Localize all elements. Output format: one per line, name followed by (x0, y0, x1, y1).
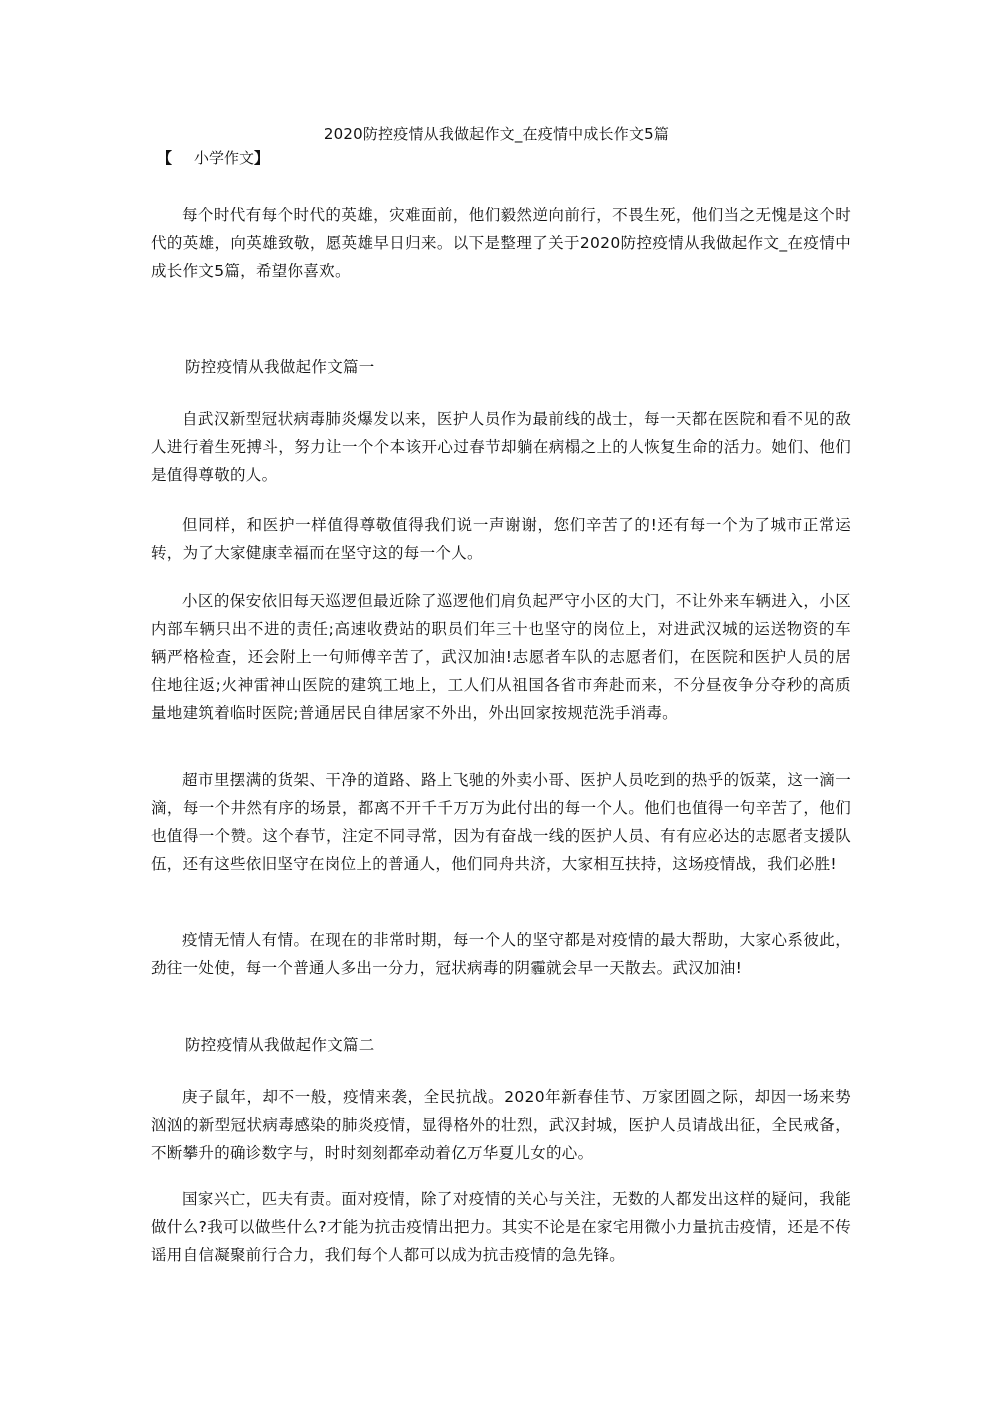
section2-paragraph-2: 国家兴亡，匹夫有责。面对疫情，除了对疫情的关心与关注，无数的人都发出这样的疑问，我能做什么?我可以做些什么?才能为抗击疫情出把力。其实不论是在家宅用微小力量抗击疫情，还是不传谣用自信凝聚前行合力，我们每个人都可以成为抗击疫情的急先锋。 (151, 1190, 851, 1264)
category-label: 小学作文 (194, 149, 255, 167)
category-tag (157, 147, 269, 169)
category-open-bracket: 【 (157, 149, 173, 167)
section1-paragraph-5: 疫情无情人有情。在现在的非常时期，每一个人的坚守都是对疫情的最大帮助，大家心系彼此，劲往一处使，每一个普通人多出一分力，冠状病毒的阴霾就会早一天散去。武汉加油! (151, 931, 851, 977)
category-close-bracket: 】 (254, 149, 270, 167)
intro-paragraph: 每个时代有每个时代的英雄，灾难面前，他们毅然逆向前行，不畏生死，他们当之无愧是这个时代的英雄，向英雄致敬，愿英雄早日归来。以下是整理了关于2020防控疫情从我做起作文_在疫情中成长作文5篇，希望你喜欢。 (151, 206, 851, 280)
section1-paragraph-4: 超市里摆满的货架、干净的道路、路上飞驰的外卖小哥、医护人员吃到的热乎的饭菜，这一滴一滴，每一个井然有序的场景，都离不开千千万万为此付出的每一个人。他们也值得一句辛苦了，他们也值得一个赞。这个春节，注定不同寻常，因为有奋战一线的医护人员、有有应必达的志愿者支援队伍，还有这些依旧坚守在岗位上的普通人，他们同舟共济，大家相互扶持，这场疫情战，我们必胜! (151, 771, 851, 873)
document-title: 2020防控疫情从我做起作文_在疫情中成长作文5篇 (323, 125, 670, 143)
section1-paragraph-1: 自武汉新型冠状病毒肺炎爆发以来，医护人员作为最前线的战士，每一天都在医院和看不见的敌人进行着生死搏斗，努力让一个个本该开心过春节却躺在病榻之上的人恢复生命的活力。她们、他们是值得尊敬的人。 (151, 410, 851, 484)
section1-paragraph-2: 但同样，和医护一样值得尊敬值得我们说一声谢谢，您们辛苦了的!还有每一个为了城市正常运转，为了大家健康幸福而在坚守这的每一个人。 (151, 516, 851, 562)
section-heading-2: 防控疫情从我做起作文篇二 (185, 1036, 375, 1054)
section2-paragraph-1: 庚子鼠年，却不一般，疫情来袭，全民抗战。2020年新春佳节、万家团圆之际，却因一场来势汹汹的新型冠状病毒感染的肺炎疫情，显得格外的壮烈，武汉封城，医护人员请战出征，全民戒备，不断攀升的确诊数字与，时时刻刻都牵动着亿万华夏儿女的心。 (151, 1088, 851, 1162)
section1-paragraph-3: 小区的保安依旧每天巡逻但最近除了巡逻他们肩负起严守小区的大门，不让外来车辆进入，小区内部车辆只出不进的责任;高速收费站的职员们年三十也坚守的岗位上，对进武汉城的运送物资的车辆严格检查，还会附上一句师傅辛苦了，武汉加油!志愿者车队的志愿者们，在医院和医护人员的居住地往返;火神雷神山医院的建筑工地上，工人们从祖国各省市奔赴而来，不分昼夜争分夺秒的高质量地建筑着临时医院;普通居民自律居家不外出，外出回家按规范洗手消毒。 (151, 592, 851, 722)
section-heading-1: 防控疫情从我做起作文篇一 (185, 358, 375, 376)
